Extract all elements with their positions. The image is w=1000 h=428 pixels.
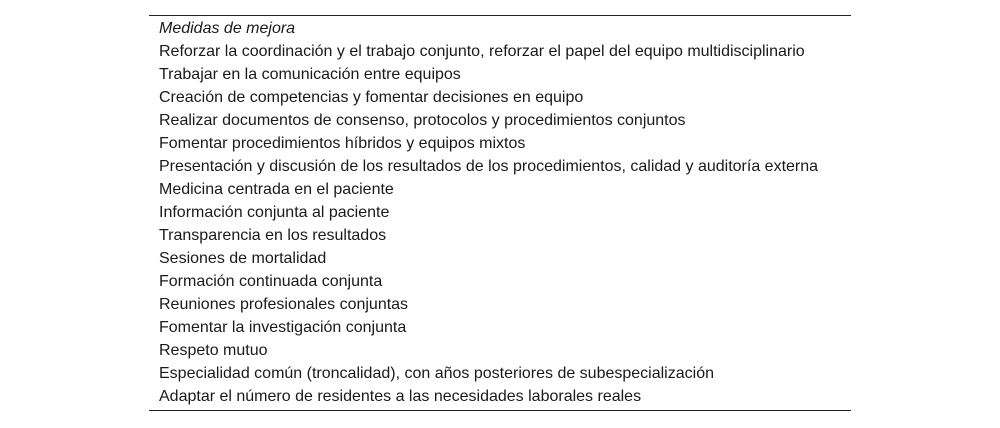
table-row: Medicina centrada en el paciente bbox=[159, 181, 394, 198]
table-row: Fomentar procedimientos híbridos y equipos mixtos bbox=[159, 135, 526, 152]
improvement-measures-table bbox=[149, 15, 851, 411]
table-row: Presentación y discusión de los resultados de los procedimientos, calidad y auditoría externa bbox=[159, 158, 819, 175]
table-header: Medidas de mejora bbox=[159, 20, 296, 37]
table-row: Transparencia en los resultados bbox=[159, 227, 387, 244]
table-row: Respeto mutuo bbox=[159, 342, 268, 359]
table-row: Adaptar el número de residentes a las necesidades laborales reales bbox=[159, 388, 642, 405]
table-row: Sesiones de mortalidad bbox=[159, 250, 327, 267]
table-row: Especialidad común (troncalidad), con años posteriores de subespecialización bbox=[159, 365, 714, 382]
table-row: Reuniones profesionales conjuntas bbox=[159, 296, 409, 313]
table-row: Formación continuada conjunta bbox=[159, 273, 383, 290]
table-row: Reforzar la coordinación y el trabajo conjunto, reforzar el papel del equipo multidisciplinario bbox=[159, 43, 805, 60]
table-body bbox=[149, 40, 851, 408]
table-row: Trabajar en la comunicación entre equipos bbox=[159, 66, 461, 83]
table-row: Información conjunta al paciente bbox=[159, 204, 390, 221]
table-row: Realizar documentos de consenso, protocolos y procedimientos conjuntos bbox=[159, 112, 686, 129]
table-row: Fomentar la investigación conjunta bbox=[159, 319, 407, 336]
table-row: Creación de competencias y fomentar decisiones en equipo bbox=[159, 89, 584, 106]
